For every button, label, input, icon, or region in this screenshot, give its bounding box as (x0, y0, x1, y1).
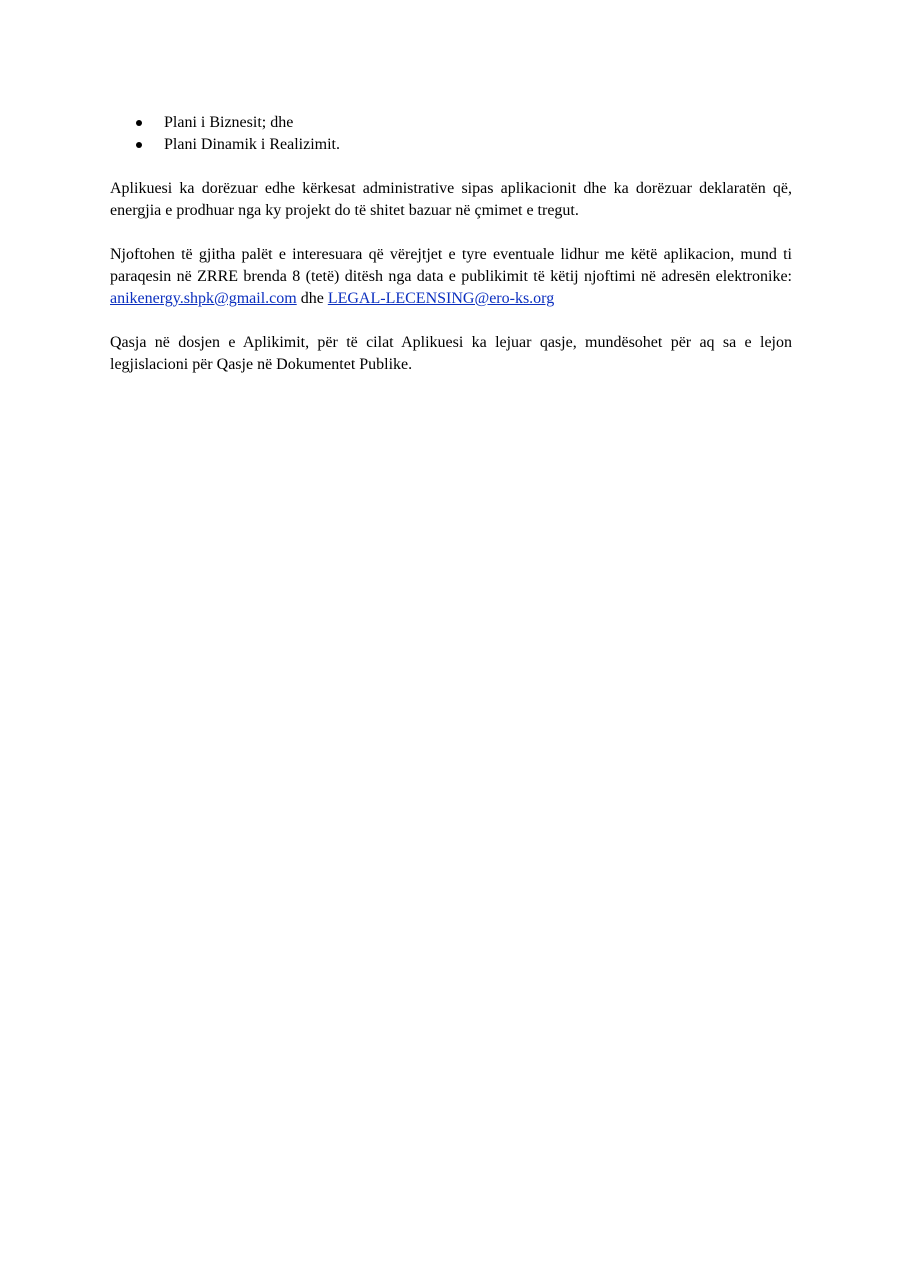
paragraph-notification (110, 244, 792, 310)
email-link-legal-licensing[interactable]: LEGAL-LECENSING@ero-ks.org (327, 290, 555, 307)
paragraph-access: Qasja në dosjen e Aplikimit, për të cilat Aplikuesi ka lejuar qasje, mundësohet për aq sa e lejon legjislacioni për Qasje në Dokumentet Publike. (110, 334, 792, 373)
bullet-list (110, 112, 792, 156)
list-item (110, 134, 792, 156)
bullet-icon (136, 142, 142, 148)
notification-text: Njoftohen të gjitha palët e interesuara që vërejtjet e tyre eventuale lidhur me këtë aplikacion, mund ti paraqesin në ZRRE brenda 8 (tetë) ditësh nga data e publikimit të këtij njoftimi në adresën elektronike: (110, 246, 792, 285)
list-item-text: Plani i Biznesit; dhe (164, 114, 294, 131)
bullet-icon (136, 120, 142, 126)
list-item-text: Plani Dinamik i Realizimit. (164, 136, 340, 153)
connector-text: dhe (296, 290, 328, 307)
email-link-anikenergy[interactable]: anikenergy.shpk@gmail.com (110, 290, 297, 307)
paragraph-administrative-requirements: Aplikuesi ka dorëzuar edhe kërkesat administrative sipas aplikacionit dhe ka dorëzuar deklaratën që, energjia e prodhuar nga ky projekt do të shitet bazuar në çmimet e tregut. (110, 180, 792, 219)
list-item (110, 112, 792, 134)
document-body (110, 112, 792, 376)
